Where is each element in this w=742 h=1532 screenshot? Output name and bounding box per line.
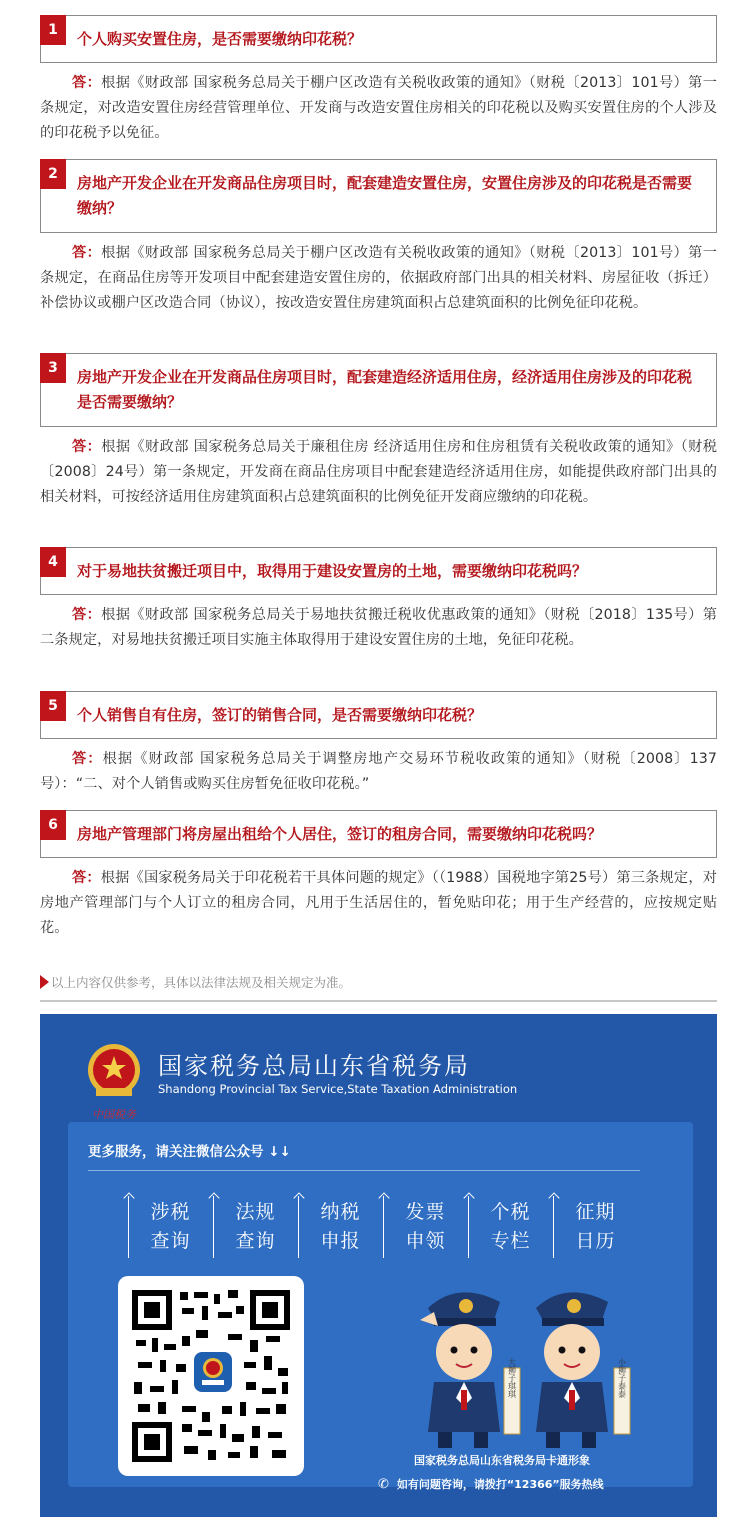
- qa-item-4: [40, 547, 717, 653]
- service-label: 申领: [405, 1230, 446, 1252]
- triangle-right-icon: [40, 975, 49, 989]
- answer-paragraph: [40, 241, 717, 316]
- qa-item-5: [40, 691, 717, 797]
- tax-bureau-banner[interactable]: [40, 1014, 717, 1517]
- question-text: 对于易地扶贫搬迁项目中，取得用于建设安置房的土地，需要缴纳印花税吗？: [77, 561, 588, 580]
- hotline-text: 如有问题咨询，请拨打“12366”服务热线: [396, 1478, 604, 1491]
- disclaimer-text: 以上内容仅供参考，具体以法律法规及相关规定为准。: [51, 975, 352, 990]
- follow-prompt: 更多服务，请关注微信公众号 ↓↓: [88, 1144, 291, 1160]
- answer-label: 答：: [72, 870, 101, 886]
- answer-text: 根据《财政部 国家税务总局关于棚户区改造有关税收政策的通知》（财税〔2013〕101号）第一条规定，对改造安置住房经营管理单位、开发商与改造安置住房相关的印花税以及购买安置住房的个人涉及的印花税予以免征。: [40, 75, 717, 141]
- question-number: 5: [40, 691, 66, 721]
- service-label: 申报: [320, 1230, 361, 1252]
- question-number: 2: [40, 159, 66, 189]
- qr-code[interactable]: [118, 1276, 304, 1476]
- answer-paragraph: [40, 71, 717, 146]
- answer-label: 答：: [72, 751, 103, 767]
- question-box: [40, 15, 717, 63]
- question-number: 3: [40, 353, 66, 383]
- answer-paragraph: [40, 866, 717, 941]
- qr-code-icon: [132, 1290, 290, 1462]
- mascot-illustration: [408, 1272, 638, 1452]
- mascot-left-sign: 大狮子琪琪: [507, 1358, 517, 1398]
- answer-label: 答：: [72, 75, 102, 91]
- question-number: 1: [40, 15, 66, 45]
- question-text: 房地产开发企业在开发商品住房项目时，配套建造经济适用住房，经济适用住房涉及的印花税是否需要缴纳？: [77, 368, 693, 411]
- answer-text: 根据《财政部 国家税务总局关于廉租住房 经济适用住房和住房租赁有关税收政策的通知》（财税〔2008〕24号）第一条规定，开发商在商品住房项目中配套建造经济适用住房，如能提供政府部门出具的相关材料，可按经济适用住房建筑面积占总建筑面积的比例免征开发商应缴纳的印花税。: [40, 439, 718, 505]
- question-text: 房地产开发企业在开发商品住房项目时，配套建造安置住房，安置住房涉及的印花税是否需要缴纳？: [77, 174, 693, 217]
- service-item[interactable]: [298, 1192, 383, 1262]
- answer-label: 答：: [72, 245, 102, 261]
- service-label: 法规: [235, 1201, 276, 1223]
- service-item[interactable]: [128, 1192, 213, 1262]
- answer-label: 答：: [72, 439, 102, 455]
- service-label: 查询: [150, 1230, 191, 1252]
- answer-paragraph: [40, 435, 717, 510]
- mascot-caption: 国家税务总局山东省税务局卡通形象: [414, 1454, 590, 1467]
- phone-icon: ✆: [378, 1476, 389, 1492]
- question-text: 个人购买安置住房，是否需要缴纳印花税？: [77, 29, 363, 48]
- org-name-en: Shandong Provincial Tax Service,State Taxation Administration: [158, 1082, 518, 1096]
- question-box: [40, 810, 717, 858]
- qa-item-2: [40, 159, 717, 316]
- service-item[interactable]: [213, 1192, 298, 1262]
- question-text: 个人销售自有住房，签订的销售合同，是否需要缴纳印花税？: [77, 705, 483, 724]
- service-item[interactable]: [383, 1192, 468, 1262]
- service-label: 个税: [490, 1201, 531, 1223]
- mascot-right: [536, 1292, 608, 1448]
- answer-label: 答：: [72, 607, 102, 623]
- answer-paragraph: [40, 603, 717, 653]
- question-box: [40, 547, 717, 595]
- service-label: 征期: [575, 1201, 616, 1223]
- question-box: [40, 353, 717, 427]
- mascot-right-sign: 小狮子泰泰: [617, 1358, 627, 1398]
- service-label: 专栏: [490, 1230, 531, 1252]
- mascot-left: [420, 1292, 500, 1448]
- question-box: [40, 159, 717, 233]
- answer-text: 根据《财政部 国家税务总局关于调整房地产交易环节税收政策的通知》（财税〔2008〕137号）：“二、对个人销售或购买住房暂免征收印花税。”: [40, 751, 717, 792]
- answer-text: 根据《财政部 国家税务总局关于棚户区改造有关税收政策的通知》（财税〔2013〕101号）第一条规定，在商品住房等开发项目中配套建造安置住房的，依据政府部门出具的相关材料、房屋征收（拆迁）补偿协议或棚户区改造合同（协议），按改造安置住房建筑面积占总建筑面积的比例免征印花税。: [40, 245, 717, 311]
- service-label: 涉税: [150, 1201, 191, 1223]
- service-label: 纳税: [320, 1201, 361, 1223]
- org-name-cn: 国家税务总局山东省税务局: [158, 1052, 470, 1080]
- answer-paragraph: [40, 747, 717, 797]
- service-item[interactable]: [468, 1192, 553, 1262]
- service-label: 发票: [405, 1201, 446, 1223]
- service-menu: [128, 1192, 638, 1262]
- divider: [40, 1000, 717, 1002]
- hotline: [378, 1476, 604, 1492]
- emblem-text: 中国税务: [92, 1108, 136, 1121]
- service-panel: [68, 1122, 693, 1492]
- service-item[interactable]: [553, 1192, 638, 1262]
- disclaimer: [40, 973, 717, 991]
- tax-emblem-icon: [84, 1036, 144, 1128]
- qa-item-6: [40, 810, 717, 941]
- divider: [88, 1170, 640, 1171]
- service-label: 查询: [235, 1230, 276, 1252]
- answer-text: 根据《财政部 国家税务总局关于易地扶贫搬迁税收优惠政策的通知》（财税〔2018〕135号）第二条规定，对易地扶贫搬迁项目实施主体取得用于建设安置住房的土地，免征印花税。: [40, 607, 717, 648]
- service-label: 日历: [575, 1230, 616, 1252]
- question-number: 6: [40, 810, 66, 840]
- qa-item-3: [40, 353, 717, 510]
- answer-text: 根据《国家税务局关于印花税若干具体问题的规定》（（1988）国税地字第25号）第三条规定，对房地产管理部门与个人订立的租房合同，凡用于生活居住的，暂免贴印花；用于生产经营的，应按规定贴花。: [40, 870, 717, 936]
- question-text: 房地产管理部门将房屋出租给个人居住，签订的租房合同，需要缴纳印花税吗？: [77, 824, 603, 843]
- question-box: [40, 691, 717, 739]
- question-number: 4: [40, 547, 66, 577]
- qa-item-1: [40, 15, 717, 146]
